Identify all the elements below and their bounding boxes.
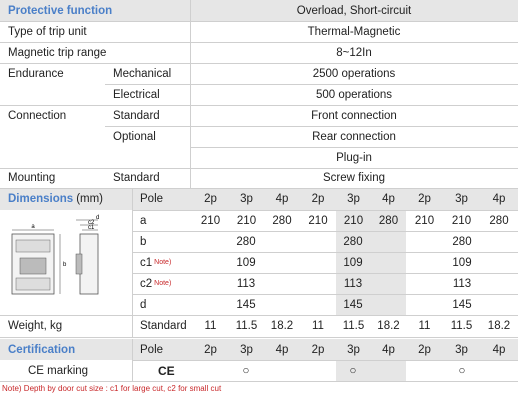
- rule: [105, 126, 518, 127]
- ce-marking-label: CE marking: [28, 364, 89, 377]
- cert-pole-cell: 2p: [418, 343, 431, 356]
- rule: [190, 0, 191, 188]
- endurance-label: Endurance: [8, 67, 64, 80]
- rule: [132, 210, 518, 211]
- mounting-value: Screw fixing: [323, 172, 385, 184]
- dimensions-title-text: Dimensions: [8, 193, 74, 205]
- dim-a-label: a: [140, 214, 147, 227]
- rule: [132, 231, 518, 232]
- rule: [132, 252, 518, 253]
- connection-optional-row: [0, 126, 518, 147]
- dim-d-value: 145: [236, 298, 256, 311]
- mounting-standard-label: Standard: [113, 172, 160, 184]
- dim-a-value: 210: [343, 214, 364, 227]
- protective-function-row: [0, 0, 518, 21]
- connection-plugin-value: Plug-in: [336, 151, 372, 164]
- dim-a-value: 280: [272, 214, 292, 227]
- connection-standard-label: Standard: [113, 109, 160, 122]
- dim-d-value: 145: [452, 298, 472, 311]
- diagram-label-d: d: [96, 215, 100, 221]
- rule: [0, 63, 518, 64]
- magnetic-trip-row: [0, 42, 518, 63]
- weight-value: 18.2: [487, 320, 511, 332]
- side-view-body: [80, 234, 98, 294]
- weight-value: 11.5: [235, 320, 258, 332]
- pole-cell: 4p: [492, 193, 506, 205]
- rule: [0, 381, 518, 382]
- weight-value: 11: [312, 320, 324, 332]
- protective-function-label: Protective function: [8, 4, 113, 17]
- dim-c1-note: Note): [154, 259, 172, 266]
- diagram-label-b: b: [63, 262, 67, 268]
- cert-pole-cell: 3p: [347, 343, 360, 356]
- dim-c1-value: 109: [236, 256, 256, 269]
- protective-function-value: Overload, Short-circuit: [296, 4, 412, 17]
- pole-cell: 2p: [311, 193, 325, 205]
- pole-cell: 3p: [240, 193, 253, 205]
- ce-mark-icon: CE: [158, 363, 175, 378]
- rule: [132, 188, 133, 337]
- front-view-bottom-terminals: [16, 278, 50, 290]
- trip-unit-value: Thermal-Magnetic: [307, 25, 401, 38]
- dim-c2-note: Note): [154, 280, 172, 287]
- cert-pole-cell: 2p: [204, 343, 217, 356]
- rule: [132, 360, 518, 361]
- dim-d-value: 145: [343, 298, 363, 311]
- cert-pole-cell: 4p: [492, 343, 506, 356]
- pole-cell: 3p: [347, 193, 360, 205]
- certification-header-row: [0, 339, 518, 360]
- cert-pole-cell: 3p: [455, 343, 468, 356]
- rule: [132, 273, 518, 274]
- rule: [0, 188, 518, 189]
- dimensions-unit: (mm): [76, 193, 104, 205]
- rule: [0, 168, 518, 169]
- pole-cell: 3p: [455, 193, 468, 205]
- weight-value: 18.2: [377, 320, 400, 332]
- certification-pole-label: Pole: [140, 343, 164, 356]
- weight-value: 18.2: [270, 320, 294, 332]
- diagram-label-c1: c1: [88, 225, 95, 231]
- certification-title: Certification: [8, 343, 76, 356]
- pole-cell: 4p: [382, 193, 395, 205]
- ce-mark-value: ○: [349, 364, 357, 377]
- weight-label: Weight, kg: [8, 320, 63, 332]
- trip-unit-label: Type of trip unit: [8, 25, 87, 38]
- rule: [132, 339, 133, 381]
- footnote: Note) Depth by door cut size : c1 for large cut, c2 for small cut: [2, 384, 222, 393]
- dim-b-label: b: [140, 235, 147, 248]
- endurance-mechanical-row: [0, 63, 518, 84]
- front-view-top-terminals: [16, 240, 50, 252]
- rule: [190, 147, 518, 148]
- dimensions-title: [0, 188, 130, 210]
- dim-c2-value: 113: [236, 277, 256, 290]
- rule: [0, 21, 518, 22]
- mounting-row: [0, 168, 518, 188]
- dim-b-value: 280: [236, 235, 256, 248]
- weight-row: [0, 315, 518, 337]
- dim-b-value: 280: [343, 235, 363, 248]
- dim-a-value: 210: [451, 214, 472, 227]
- side-view-handle: [76, 254, 82, 274]
- connection-plugin-row: [0, 147, 518, 168]
- dim-a-value: 280: [489, 214, 509, 227]
- cert-pole-cell: 3p: [240, 343, 253, 356]
- endurance-mechanical-value: 2500 operations: [312, 67, 396, 80]
- magnetic-trip-label: Magnetic trip range: [8, 46, 107, 59]
- weight-value: 11: [204, 320, 217, 332]
- dim-a-value: 210: [200, 214, 221, 227]
- ce-mark-value: ○: [458, 364, 466, 377]
- dim-c2-label: [132, 273, 192, 294]
- rule: [0, 105, 518, 106]
- dim-c1-label-text: c1: [140, 256, 153, 269]
- rule: [0, 42, 518, 43]
- connection-standard-value: Front connection: [311, 109, 397, 122]
- dim-c2-value: 113: [452, 277, 472, 290]
- mounting-label: Mounting: [8, 172, 56, 184]
- weight-value: 11.5: [342, 320, 365, 332]
- connection-standard-row: [0, 105, 518, 126]
- rule: [105, 84, 518, 85]
- connection-rear-value: Rear connection: [312, 130, 396, 143]
- diagram-label-c2: c2: [88, 220, 95, 226]
- dimensions-pole-label: Pole: [140, 193, 164, 205]
- connection-label: Connection: [8, 109, 67, 122]
- front-view-handle: [20, 258, 46, 274]
- pole-cell: 2p: [204, 193, 217, 205]
- diagram-label-a: a: [31, 224, 35, 230]
- cert-pole-cell: 4p: [275, 343, 289, 356]
- connection-optional-label: Optional: [113, 130, 156, 143]
- dim-a-value: 210: [308, 214, 328, 227]
- weight-value: 11.5: [450, 320, 473, 332]
- ce-marking-row: [0, 360, 518, 381]
- dim-c2-label-text: c2: [140, 277, 153, 290]
- endurance-mechanical-label: Mechanical: [113, 67, 172, 80]
- dim-c1-label: [132, 252, 192, 273]
- dim-c1-value: 109: [343, 256, 363, 269]
- dim-a-value: 210: [414, 214, 435, 227]
- weight-value: 11: [418, 320, 431, 332]
- endurance-electrical-value: 500 operations: [315, 88, 393, 101]
- trip-unit-row: [0, 21, 518, 42]
- dim-c1-value: 109: [452, 256, 472, 269]
- dim-a-value: 280: [378, 214, 399, 227]
- dimensions-header-row: [0, 188, 518, 210]
- ce-mark-value: ○: [242, 364, 250, 377]
- weight-standard-label: Standard: [140, 320, 187, 332]
- endurance-electrical-row: [0, 84, 518, 105]
- rule: [0, 337, 518, 338]
- cert-pole-cell: 4p: [382, 343, 395, 356]
- dim-b-value: 280: [452, 235, 472, 248]
- cert-pole-cell: 2p: [311, 343, 325, 356]
- dim-c2-value: 113: [343, 277, 363, 290]
- rule: [132, 294, 518, 295]
- pole-cell: 2p: [418, 193, 431, 205]
- dim-d-label: d: [140, 298, 147, 311]
- pole-cell: 4p: [275, 193, 289, 205]
- endurance-electrical-label: Electrical: [113, 88, 160, 101]
- breaker-dimension-diagram: [6, 214, 114, 298]
- dim-a-value: 210: [236, 214, 257, 227]
- magnetic-trip-value: 8~12In: [336, 46, 372, 59]
- rule: [0, 315, 518, 316]
